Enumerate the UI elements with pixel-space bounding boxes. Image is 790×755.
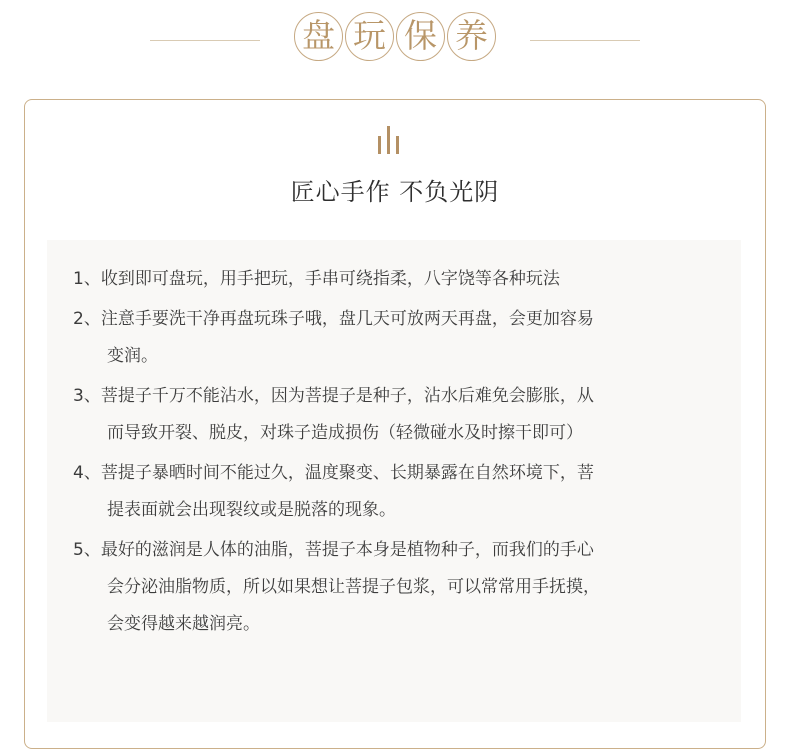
- list-item: [73, 532, 733, 643]
- list-item-line: 3、菩提子千万不能沾水，因为菩提子是种子，沾水后难免会膨胀，从: [73, 386, 594, 406]
- list-item-line: 2、注意手要洗干净再盘玩珠子哦，盘几天可放两天再盘，会更加容易: [73, 309, 594, 329]
- list-item-line: 会分泌油脂物质，所以如果想让菩提子包浆，可以常常用手抚摸，: [107, 577, 600, 597]
- list-item-line: 会变得越来越润亮。: [107, 614, 260, 634]
- section-title: [0, 12, 790, 61]
- list-item: [73, 301, 733, 375]
- list-item-line: 5、最好的滋润是人体的油脂，菩提子本身是植物种子，而我们的手心: [73, 540, 594, 560]
- card-subtitle: 匠心手作 不负光阴: [290, 178, 500, 206]
- care-instructions-box: [47, 240, 741, 722]
- care-instructions-list: [73, 261, 733, 646]
- title-char: 盘: [294, 12, 343, 61]
- list-item: [73, 378, 733, 452]
- list-item-line: 4、菩提子暴晒时间不能过久，温度聚变、长期暴露在自然环境下，菩: [73, 463, 594, 483]
- list-item-line: 1、收到即可盘玩，用手把玩，手串可绕指柔，八字饶等各种玩法: [73, 269, 560, 289]
- list-item-line: 变润。: [107, 346, 158, 366]
- list-item: [73, 261, 733, 298]
- title-char: 玩: [345, 12, 394, 61]
- care-card: [24, 99, 766, 749]
- title-char: 养: [447, 12, 496, 61]
- bars-decoration-icon: [376, 126, 402, 154]
- list-item-line: 提表面就会出现裂纹或是脱落的现象。: [107, 500, 396, 520]
- title-char: 保: [396, 12, 445, 61]
- list-item-line: 而导致开裂、脱皮，对珠子造成损伤（轻微碰水及时擦干即可）: [107, 423, 583, 443]
- list-item: [73, 455, 733, 529]
